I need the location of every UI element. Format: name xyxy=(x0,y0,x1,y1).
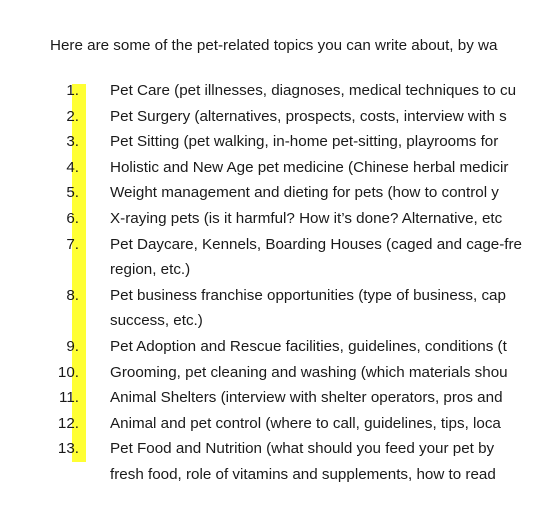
list-text-line: success, etc.) xyxy=(110,312,203,330)
list-text-line: Holistic and New Age pet medicine (Chinese herbal medicir xyxy=(110,158,509,176)
list-text xyxy=(110,283,545,334)
list-text xyxy=(110,334,545,360)
list-text-line: Pet business franchise opportunities (type of business, cap xyxy=(110,286,506,304)
list-text-line: X-raying pets (is it harmful? How it’s done? Alternative, etc xyxy=(110,209,503,227)
list-number: 11. xyxy=(59,389,79,407)
list-item xyxy=(0,232,545,283)
list-text-line: fresh food, role of vitamins and supplements, how to read xyxy=(110,465,496,483)
list-item xyxy=(0,206,545,232)
list-item xyxy=(0,104,545,130)
list-number: 3. xyxy=(66,133,79,151)
list-number: 10. xyxy=(57,363,79,381)
list-text xyxy=(110,232,545,283)
topic-list xyxy=(0,78,545,488)
list-text xyxy=(110,78,545,104)
list-text-line: Animal Shelters (interview with shelter operators, pros and xyxy=(110,389,503,407)
list-text-line: Pet Sitting (pet walking, in-home pet-sitting, playrooms for xyxy=(110,133,499,151)
list-text-line: region, etc.) xyxy=(110,261,191,279)
list-item xyxy=(0,411,545,437)
list-item xyxy=(0,360,545,386)
list-item xyxy=(0,283,545,334)
list-item xyxy=(0,180,545,206)
list-number: 12. xyxy=(57,414,79,432)
list-text-line: Pet Food and Nutrition (what should you feed your pet by xyxy=(110,440,495,458)
list-text xyxy=(110,436,545,487)
list-item xyxy=(0,334,545,360)
list-item xyxy=(0,78,545,104)
list-item xyxy=(0,155,545,181)
list-number: 7. xyxy=(66,235,79,253)
list-number: 5. xyxy=(66,184,79,202)
intro-paragraph: Here are some of the pet-related topics you can write about, by wa xyxy=(50,37,498,54)
list-text-line: Pet Care (pet illnesses, diagnoses, medical techniques to cu xyxy=(110,82,517,99)
list-number: 1. xyxy=(66,82,79,99)
list-text xyxy=(110,155,545,181)
list-item xyxy=(0,129,545,155)
list-text-line: Pet Daycare, Kennels, Boarding Houses (caged and cage-fre xyxy=(110,235,522,253)
list-number: 8. xyxy=(66,286,79,304)
list-number: 9. xyxy=(66,337,79,355)
list-text xyxy=(110,411,545,437)
list-text xyxy=(110,104,545,130)
list-text xyxy=(110,385,545,411)
list-text xyxy=(110,180,545,206)
list-text-line: Animal and pet control (where to call, guidelines, tips, loca xyxy=(110,414,501,432)
list-text-line: Weight management and dieting for pets (how to control y xyxy=(110,184,499,202)
list-number: 6. xyxy=(66,209,79,227)
list-number: 4. xyxy=(66,158,79,176)
list-item xyxy=(0,436,545,487)
list-text-line: Pet Surgery (alternatives, prospects, costs, interview with s xyxy=(110,107,507,125)
list-text-line: Pet Adoption and Rescue facilities, guidelines, conditions (t xyxy=(110,337,507,355)
list-text-line: Grooming, pet cleaning and washing (which materials shou xyxy=(110,363,508,381)
list-number: 2. xyxy=(66,107,79,125)
list-text xyxy=(110,206,545,232)
list-number: 13. xyxy=(57,440,79,458)
list-item xyxy=(0,385,545,411)
list-text xyxy=(110,360,545,386)
list-text xyxy=(110,129,545,155)
